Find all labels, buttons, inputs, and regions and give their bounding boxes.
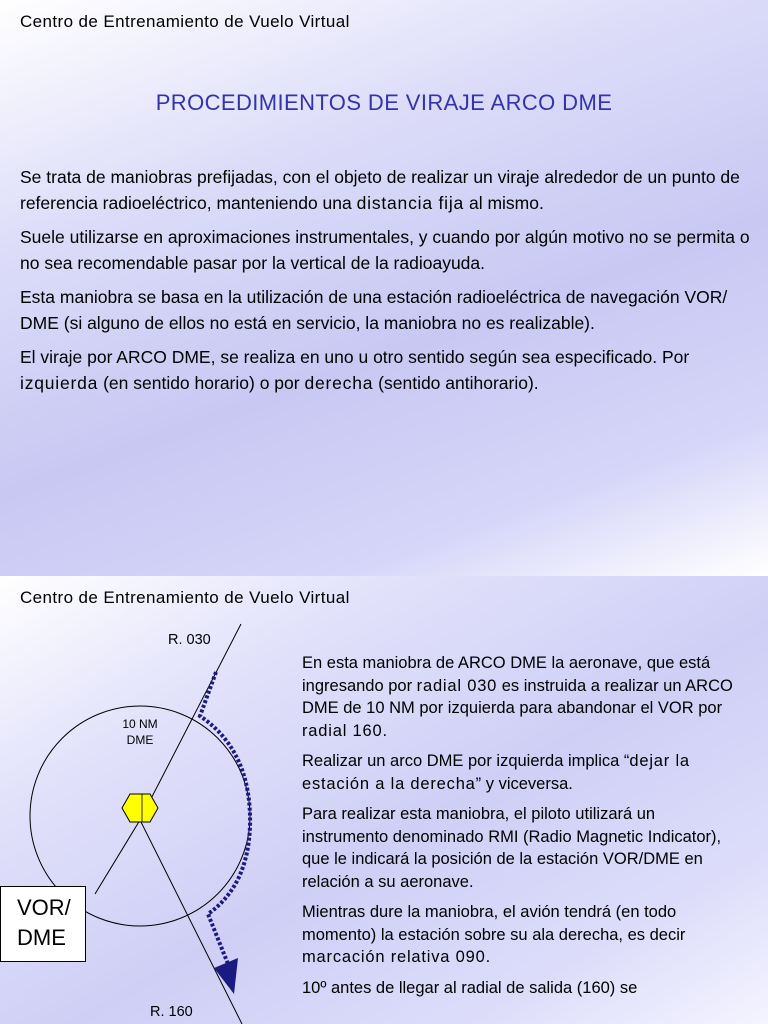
text: . bbox=[485, 948, 491, 966]
emphasis-text: radial 030 bbox=[416, 676, 498, 695]
paragraph bbox=[302, 901, 742, 969]
text: . bbox=[382, 721, 388, 740]
emphasis-text: distancia fija bbox=[356, 193, 465, 213]
radial-030-label: R. 030 bbox=[168, 632, 211, 648]
vor-dme-label-box bbox=[0, 886, 86, 962]
slide-body bbox=[20, 164, 760, 404]
text: El viraje por ARCO DME, se realiza en uno u otro sentido según sea especificado. Por bbox=[20, 347, 690, 367]
emphasis-text: dejar la estación a la derecha bbox=[302, 752, 690, 793]
text: ” y viceversa. bbox=[475, 774, 573, 793]
paragraph: Suele utilizarse en aproximaciones instrumentales, y cuando por algún motivo no se permita o no sea recomendable pasar por la vertical de la radioayuda. bbox=[20, 227, 750, 273]
text: (en sentido horario) o por bbox=[98, 373, 305, 393]
paragraph bbox=[302, 652, 742, 742]
emphasis-text: izquierda bbox=[20, 373, 99, 393]
text: Mientras dure la maniobra, el avión tendrá (en todo momento) la estación sobre su ala derecha, es decir bbox=[302, 903, 686, 944]
paragraph bbox=[302, 750, 742, 795]
vor-dme-station-icon bbox=[122, 794, 158, 822]
paragraph bbox=[20, 344, 760, 396]
paragraph: Para realizar esta maniobra, el piloto utilizará un instrumento denominado RMI (Radio Magnetic Indicator), que le indicará la posición de la estación VOR/DME en relación a su aeronave. bbox=[302, 805, 722, 891]
radial-160-label: R. 160 bbox=[150, 1004, 193, 1020]
paragraph: 10º antes de llegar al radial de salida (160) se bbox=[302, 978, 638, 997]
slide-body bbox=[302, 652, 742, 1007]
text: Se trata de maniobras prefijadas, con el objeto de realizar un viraje alrededor de un punto de referencia radioeléctrico, manteniendo una bbox=[20, 167, 740, 213]
paragraph bbox=[20, 164, 760, 216]
slide-title: PROCEDIMIENTOS DE VIRAJE ARCO DME bbox=[155, 90, 613, 115]
text: Realizar un arco DME por izquierda implica “ bbox=[302, 752, 630, 770]
text: (sentido antihorario). bbox=[373, 373, 539, 393]
paragraph: Esta maniobra se basa en la utilización de una estación radioeléctrica de navegación VOR/ DME (si alguno de ellos no está en servicio, la maniobra no es realizable). bbox=[20, 287, 728, 333]
text: es instruida a realizar un ARCO DME de 10 NM por izquierda para abandonar el VOR por bbox=[302, 676, 733, 717]
reference-radial-line bbox=[95, 820, 140, 894]
emphasis-text: derecha bbox=[304, 373, 374, 393]
dme-distance-unit: DME bbox=[126, 733, 154, 747]
slide-header: Centro de Entrenamiento de Vuelo Virtual bbox=[20, 588, 350, 607]
dme-distance-value: 10 NM bbox=[122, 717, 158, 731]
text: En esta maniobra de ARCO DME la aeronave, que está ingresando por bbox=[302, 654, 711, 695]
radial-160-line bbox=[140, 820, 242, 1024]
emphasis-text: radial 160 bbox=[302, 721, 383, 740]
emphasis-text: marcación relativa 090 bbox=[302, 948, 486, 966]
dme-arc-track bbox=[200, 672, 250, 964]
slide-header: Centro de Entrenamiento de Vuelo Virtual bbox=[20, 12, 350, 31]
dme-distance-label bbox=[108, 716, 172, 748]
station-label-line: DME bbox=[17, 925, 66, 950]
text: al mismo. bbox=[464, 193, 544, 213]
station-label-line: VOR/ bbox=[17, 895, 71, 920]
slide-2 bbox=[0, 576, 768, 1024]
